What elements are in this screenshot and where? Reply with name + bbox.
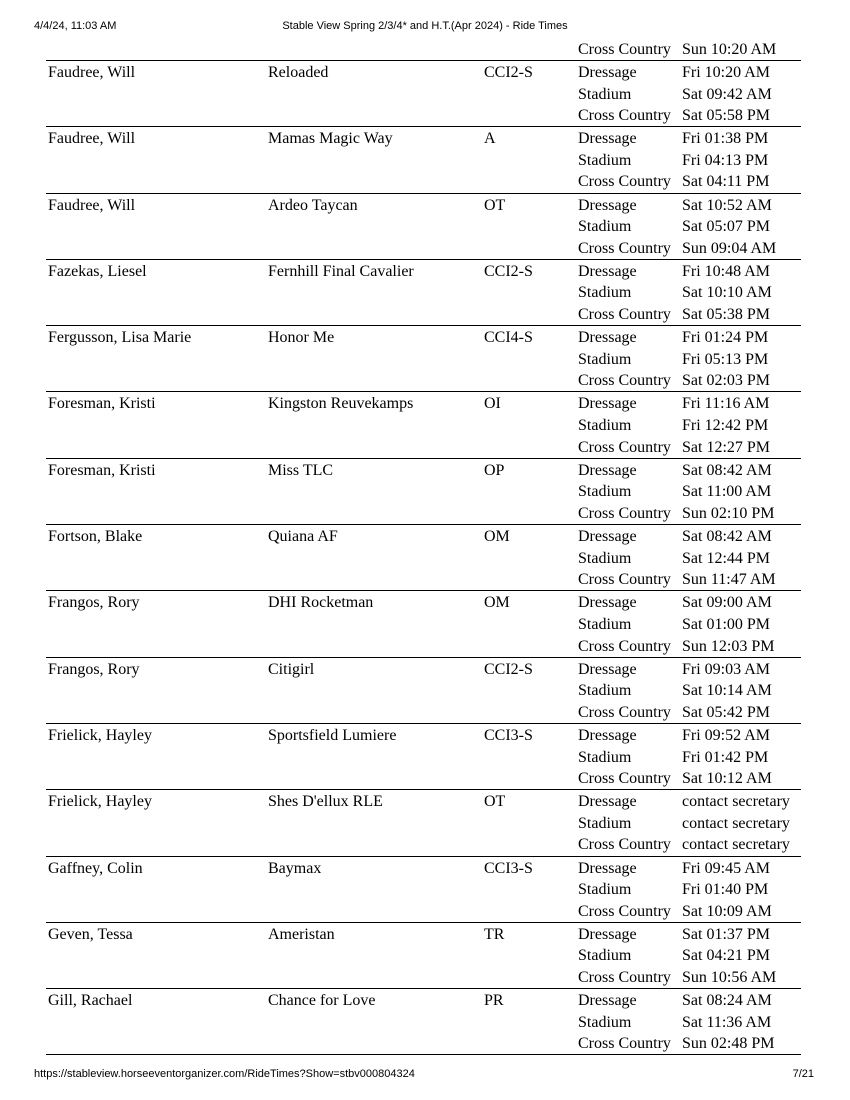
table-row bbox=[46, 194, 801, 260]
event-line bbox=[578, 680, 803, 702]
event-name: Dressage bbox=[578, 726, 637, 744]
event-line bbox=[578, 548, 803, 570]
event-time: Sun 10:20 AM bbox=[682, 41, 777, 58]
event-time: Sat 10:10 AM bbox=[682, 284, 772, 302]
rider-name: Gaffney, Colin bbox=[48, 859, 143, 877]
event-line bbox=[578, 725, 803, 747]
event-name: Stadium bbox=[578, 881, 632, 899]
rider-name: Fergusson, Lisa Marie bbox=[48, 329, 192, 347]
horse-name: Sportsfield Lumiere bbox=[268, 726, 397, 744]
event-line bbox=[578, 238, 803, 260]
rider-name: Faudree, Will bbox=[48, 64, 136, 81]
event-name: Dressage bbox=[578, 925, 637, 943]
event-schedule bbox=[578, 393, 803, 458]
event-time: Fri 09:03 AM bbox=[682, 660, 771, 678]
event-line bbox=[578, 128, 803, 150]
event-name: Dressage bbox=[578, 992, 637, 1010]
table-row bbox=[46, 392, 801, 458]
event-name: Stadium bbox=[578, 1013, 632, 1031]
rider-name: Faudree, Will bbox=[48, 130, 136, 148]
event-time: Fri 10:48 AM bbox=[682, 262, 771, 280]
event-time: Sat 09:00 AM bbox=[682, 594, 772, 612]
event-name: Cross Country bbox=[578, 504, 671, 522]
event-line bbox=[578, 526, 803, 548]
event-name: Cross Country bbox=[578, 836, 671, 854]
event-schedule bbox=[578, 791, 803, 856]
event-line bbox=[578, 393, 803, 415]
event-time: Sat 10:52 AM bbox=[682, 196, 772, 214]
rider-name: Fortson, Blake bbox=[48, 528, 143, 546]
event-name: Cross Country bbox=[578, 969, 671, 987]
table-row bbox=[46, 61, 801, 127]
event-line bbox=[578, 481, 803, 503]
division-code: CCI2-S bbox=[484, 660, 533, 678]
event-time: Sun 12:03 PM bbox=[682, 637, 775, 655]
event-line bbox=[578, 924, 803, 946]
division-code: CCI2-S bbox=[484, 262, 533, 280]
rider-name: Frielick, Hayley bbox=[48, 726, 152, 744]
rider-name: Gill, Rachael bbox=[48, 992, 133, 1010]
event-schedule bbox=[578, 592, 803, 657]
table-row bbox=[46, 326, 801, 392]
division-code: CCI3-S bbox=[484, 726, 533, 744]
event-name: Stadium bbox=[578, 284, 632, 302]
event-time: Fri 01:42 PM bbox=[682, 748, 769, 766]
event-name: Stadium bbox=[578, 549, 632, 567]
event-name: Cross Country bbox=[578, 438, 671, 456]
event-name: Cross Country bbox=[578, 1035, 671, 1053]
event-name: Cross Country bbox=[578, 173, 671, 191]
table-row bbox=[46, 857, 801, 923]
division-code: OI bbox=[484, 395, 501, 413]
division-code: OM bbox=[484, 594, 510, 612]
event-name: Dressage bbox=[578, 395, 637, 413]
event-line bbox=[578, 636, 803, 658]
rider-name: Foresman, Kristi bbox=[48, 395, 156, 413]
event-line bbox=[578, 834, 803, 856]
event-line bbox=[578, 62, 803, 84]
event-time: Sat 04:21 PM bbox=[682, 947, 771, 965]
horse-name: Ardeo Taycan bbox=[268, 196, 358, 214]
event-time: Sat 10:12 AM bbox=[682, 770, 772, 788]
event-time: Fri 01:40 PM bbox=[682, 881, 769, 899]
event-time: Sat 04:11 PM bbox=[682, 173, 770, 191]
event-time: Sat 12:44 PM bbox=[682, 549, 771, 567]
event-name: Stadium bbox=[578, 483, 632, 501]
print-datetime: 4/4/24, 11:03 AM bbox=[34, 20, 117, 32]
event-schedule bbox=[578, 62, 803, 127]
event-time: Fri 09:52 AM bbox=[682, 726, 771, 744]
event-name: Stadium bbox=[578, 615, 632, 633]
event-time: contact secretary bbox=[682, 836, 790, 854]
rider-name: Foresman, Kristi bbox=[48, 461, 156, 479]
event-time: Fri 01:38 PM bbox=[682, 130, 769, 148]
event-line bbox=[578, 171, 803, 193]
event-name: Dressage bbox=[578, 329, 637, 347]
event-line bbox=[578, 195, 803, 217]
division-code: CCI4-S bbox=[484, 329, 533, 347]
event-name: Dressage bbox=[578, 528, 637, 546]
event-name: Cross Country bbox=[578, 372, 671, 390]
event-name: Cross Country bbox=[578, 41, 671, 58]
event-line bbox=[578, 105, 803, 127]
event-name: Dressage bbox=[578, 594, 637, 612]
horse-name: Quiana AF bbox=[268, 528, 338, 546]
event-name: Cross Country bbox=[578, 571, 671, 589]
event-name: Stadium bbox=[578, 218, 632, 236]
event-name: Stadium bbox=[578, 814, 632, 832]
event-time: Sat 08:24 AM bbox=[682, 992, 772, 1010]
horse-name: Miss TLC bbox=[268, 461, 334, 479]
table-row bbox=[46, 260, 801, 326]
event-line bbox=[578, 1033, 803, 1055]
event-schedule bbox=[578, 460, 803, 525]
horse-name: Ameristan bbox=[268, 925, 335, 943]
event-time: Fri 05:13 PM bbox=[682, 350, 769, 368]
event-name: Stadium bbox=[578, 947, 632, 965]
event-line bbox=[578, 813, 803, 835]
document-title: Stable View Spring 2/3/4* and H.T.(Apr 2024) - Ride Times bbox=[282, 20, 568, 32]
table-row bbox=[46, 459, 801, 525]
horse-name: Kingston Reuvekamps bbox=[268, 395, 414, 413]
event-time: Fri 11:16 AM bbox=[682, 395, 770, 413]
division-code: TR bbox=[484, 925, 505, 943]
horse-name: Baymax bbox=[268, 859, 322, 877]
event-time: Fri 01:24 PM bbox=[682, 329, 769, 347]
event-line bbox=[578, 349, 803, 371]
event-name: Cross Country bbox=[578, 637, 671, 655]
event-line bbox=[578, 261, 803, 283]
event-line bbox=[578, 437, 803, 459]
event-time: Sat 09:42 AM bbox=[682, 85, 772, 103]
table-row bbox=[46, 658, 801, 724]
print-header bbox=[0, 20, 850, 34]
event-time: Sat 05:42 PM bbox=[682, 703, 771, 721]
event-name: Dressage bbox=[578, 130, 637, 148]
table-row bbox=[46, 127, 801, 193]
event-time: Sat 12:27 PM bbox=[682, 438, 771, 456]
rider-name: Frielick, Hayley bbox=[48, 793, 152, 811]
event-line bbox=[578, 503, 803, 525]
rider-name: Geven, Tessa bbox=[48, 925, 133, 943]
event-line bbox=[578, 569, 803, 591]
event-line bbox=[578, 370, 803, 392]
event-line bbox=[578, 150, 803, 172]
event-line bbox=[578, 858, 803, 880]
event-name: Stadium bbox=[578, 85, 632, 103]
horse-name: Mamas Magic Way bbox=[268, 130, 393, 148]
event-line bbox=[578, 614, 803, 636]
event-line bbox=[578, 460, 803, 482]
event-line bbox=[578, 702, 803, 724]
horse-name: Honor Me bbox=[268, 329, 335, 347]
event-name: Cross Country bbox=[578, 902, 671, 920]
event-time: Sun 09:04 AM bbox=[682, 239, 777, 257]
event-name: Stadium bbox=[578, 417, 632, 435]
event-line bbox=[578, 327, 803, 349]
event-line bbox=[578, 659, 803, 681]
event-time: Sat 11:36 AM bbox=[682, 1013, 772, 1031]
event-time: Sat 10:14 AM bbox=[682, 682, 772, 700]
horse-name: Fernhill Final Cavalier bbox=[268, 262, 414, 280]
event-time: Fri 04:13 PM bbox=[682, 151, 769, 169]
event-schedule bbox=[578, 327, 803, 392]
event-name: Cross Country bbox=[578, 239, 671, 257]
event-time: Sun 02:10 PM bbox=[682, 504, 775, 522]
table-row bbox=[46, 724, 801, 790]
division-code: CCI2-S bbox=[484, 64, 533, 81]
event-time: Sun 11:47 AM bbox=[682, 571, 776, 589]
event-name: Dressage bbox=[578, 461, 637, 479]
rider-name: Faudree, Will bbox=[48, 196, 136, 214]
page-number: 7/21 bbox=[792, 1068, 814, 1080]
event-time: Sat 10:09 AM bbox=[682, 902, 772, 920]
event-name: Stadium bbox=[578, 151, 632, 169]
event-line bbox=[578, 791, 803, 813]
ride-times-table bbox=[46, 38, 801, 1055]
event-name: Cross Country bbox=[578, 306, 671, 324]
event-schedule bbox=[578, 128, 803, 193]
rider-name: Frangos, Rory bbox=[48, 660, 140, 678]
entry-list bbox=[46, 61, 801, 1055]
event-name: Dressage bbox=[578, 859, 637, 877]
event-name: Cross Country bbox=[578, 770, 671, 788]
event-line bbox=[578, 747, 803, 769]
event-time: Sat 05:38 PM bbox=[682, 306, 771, 324]
horse-name: Citigirl bbox=[268, 660, 315, 678]
rider-name: Frangos, Rory bbox=[48, 594, 140, 612]
horse-name: Reloaded bbox=[268, 64, 329, 81]
division-code: OP bbox=[484, 461, 505, 479]
event-time: Sat 05:07 PM bbox=[682, 218, 771, 236]
event-time: Sat 01:37 PM bbox=[682, 925, 771, 943]
event-time: contact secretary bbox=[682, 814, 790, 832]
event-time: Sat 01:00 PM bbox=[682, 615, 771, 633]
event-schedule bbox=[578, 261, 803, 326]
horse-name: Shes D'ellux RLE bbox=[268, 793, 383, 811]
division-code: OT bbox=[484, 196, 506, 214]
table-row bbox=[46, 923, 801, 989]
print-footer bbox=[0, 1068, 850, 1082]
table-row bbox=[46, 989, 801, 1055]
table-row bbox=[46, 591, 801, 657]
event-line bbox=[578, 879, 803, 901]
event-line bbox=[578, 592, 803, 614]
table-row bbox=[46, 790, 801, 856]
event-schedule bbox=[578, 924, 803, 989]
event-name: Dressage bbox=[578, 64, 637, 81]
event-schedule bbox=[578, 990, 803, 1055]
event-name: Dressage bbox=[578, 660, 637, 678]
event-schedule bbox=[578, 725, 803, 790]
event-line bbox=[578, 945, 803, 967]
event-name: Dressage bbox=[578, 196, 637, 214]
page-url: https://stableview.horseeventorganizer.com/RideTimes?Show=stbv000804324 bbox=[34, 1068, 415, 1080]
continued-event-row bbox=[46, 38, 801, 60]
event-line bbox=[578, 415, 803, 437]
event-name: Cross Country bbox=[578, 107, 671, 125]
event-schedule bbox=[578, 659, 803, 724]
event-schedule bbox=[578, 195, 803, 260]
horse-name: DHI Rocketman bbox=[268, 594, 374, 612]
event-name: Stadium bbox=[578, 748, 632, 766]
event-line bbox=[578, 216, 803, 238]
division-code: A bbox=[484, 130, 496, 148]
rider-name: Fazekas, Liesel bbox=[48, 262, 147, 280]
event-time: Sat 08:42 AM bbox=[682, 461, 772, 479]
event-name: Stadium bbox=[578, 350, 632, 368]
division-code: PR bbox=[484, 992, 504, 1010]
event-line bbox=[578, 282, 803, 304]
event-time: Sun 10:56 AM bbox=[682, 969, 777, 987]
event-time: contact secretary bbox=[682, 793, 790, 811]
event-name: Dressage bbox=[578, 793, 637, 811]
division-code: CCI3-S bbox=[484, 859, 533, 877]
event-name: Stadium bbox=[578, 682, 632, 700]
event-time: Sat 08:42 AM bbox=[682, 528, 772, 546]
event-line bbox=[578, 967, 803, 989]
event-schedule bbox=[578, 858, 803, 923]
horse-name: Chance for Love bbox=[268, 992, 376, 1010]
event-name: Dressage bbox=[578, 262, 637, 280]
event-line bbox=[578, 1012, 803, 1034]
division-code: OT bbox=[484, 793, 506, 811]
event-line bbox=[578, 304, 803, 326]
table-row bbox=[46, 525, 801, 591]
event-time: Fri 12:42 PM bbox=[682, 417, 769, 435]
event-time: Sat 02:03 PM bbox=[682, 372, 771, 390]
event-name: Cross Country bbox=[578, 703, 671, 721]
event-schedule bbox=[578, 526, 803, 591]
division-code: OM bbox=[484, 528, 510, 546]
event-time: Fri 09:45 AM bbox=[682, 859, 771, 877]
event-line bbox=[578, 768, 803, 790]
event-time: Sat 11:00 AM bbox=[682, 483, 772, 501]
event-time: Sat 05:58 PM bbox=[682, 107, 771, 125]
event-time: Fri 10:20 AM bbox=[682, 64, 771, 81]
event-time: Sun 02:48 PM bbox=[682, 1035, 775, 1053]
event-line bbox=[578, 84, 803, 106]
event-line bbox=[578, 901, 803, 923]
event-line bbox=[578, 990, 803, 1012]
